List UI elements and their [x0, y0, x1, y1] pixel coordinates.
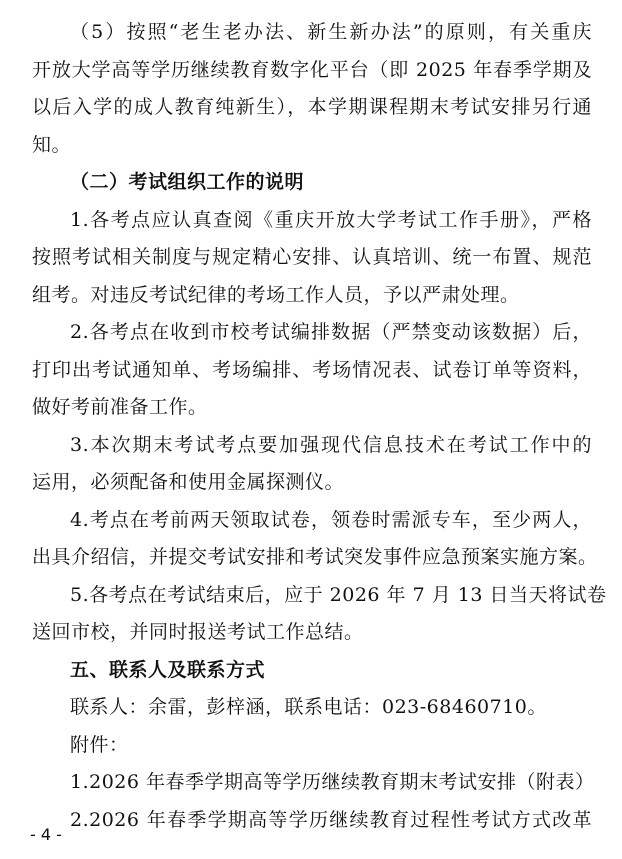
text-line [32, 802, 592, 840]
line-text: 附件： [70, 733, 129, 756]
line-text: 送回市校，并同时报送考试工作总结。 [32, 621, 364, 643]
text-line [32, 539, 598, 577]
line-text: 1.2026 年春季学期高等学历继续教育期末考试安排（附表） [70, 771, 595, 793]
line-text: 以后入学的成人教育纯新生），本学期课程期末考试安排另行通 [32, 96, 592, 118]
text-line [32, 14, 592, 52]
line-text: 开放大学高等学历继续教育数字化平台（即 2025 年春季学期及 [32, 58, 592, 81]
document-page [32, 14, 607, 839]
text-line [32, 239, 592, 277]
text-line [32, 502, 592, 540]
line-text: 知。 [32, 133, 72, 156]
line-text: 联系人：余雷，彭梓涵，联系电话：023-68460710。 [70, 696, 547, 718]
text-line [32, 577, 607, 615]
line-text: 按照考试相关制度与规定精心安排、认真培训、统一布置、规范 [32, 246, 592, 268]
line-text: 做好考前准备工作。 [32, 396, 208, 418]
line-text: 3.本次期末考试考点要加强现代信息技术在考试工作中的 [70, 433, 592, 456]
line-text: 1.各考点应认真查阅《重庆开放大学考试工作手册》，严格 [70, 208, 592, 231]
text-line [32, 127, 592, 165]
line-text: 组考。对违反考试纪律的考场工作人员，予以严肃处理。 [32, 283, 520, 306]
text-line [32, 427, 592, 465]
page-number: - 4 - [30, 825, 62, 844]
line-text: （二）考试组织工作的说明 [70, 171, 305, 193]
text-line [32, 202, 592, 240]
line-text: 2.各考点在收到市校考试编排数据（严禁变动该数据）后， [70, 321, 592, 343]
line-text: 2.2026 年春季学期高等学历继续教育过程性考试方式改革 [70, 808, 592, 831]
text-line [32, 277, 592, 315]
section-heading [32, 164, 592, 202]
line-text: （5）按照“老生老办法、新生新办法”的原则，有关重庆 [70, 21, 592, 43]
text-line [32, 89, 592, 127]
line-text: 打印出考试通知单、考场编排、考场情况表、试卷订单等资料， [32, 358, 592, 381]
text-line [32, 389, 592, 427]
text-line [32, 614, 592, 652]
text-line [32, 52, 592, 90]
chapter-heading [32, 652, 592, 690]
line-text: 五、联系人及联系方式 [70, 658, 266, 681]
text-line [32, 727, 592, 765]
text-line [32, 352, 592, 390]
text-line [32, 464, 592, 502]
text-line [32, 764, 595, 802]
text-line [32, 314, 592, 352]
text-line [32, 689, 592, 727]
line-text: 运用，必须配备和使用金属探测仪。 [32, 471, 345, 493]
line-text: 出具介绍信，并提交考试安排和考试突发事件应急预案实施方案。 [32, 546, 598, 568]
line-text: 4.考点在考前两天领取试卷，领卷时需派专车，至少两人， [70, 508, 592, 531]
line-text: 5.各考点在考试结束后，应于 2026 年 7 月 13 日当天将试卷 [70, 583, 607, 606]
